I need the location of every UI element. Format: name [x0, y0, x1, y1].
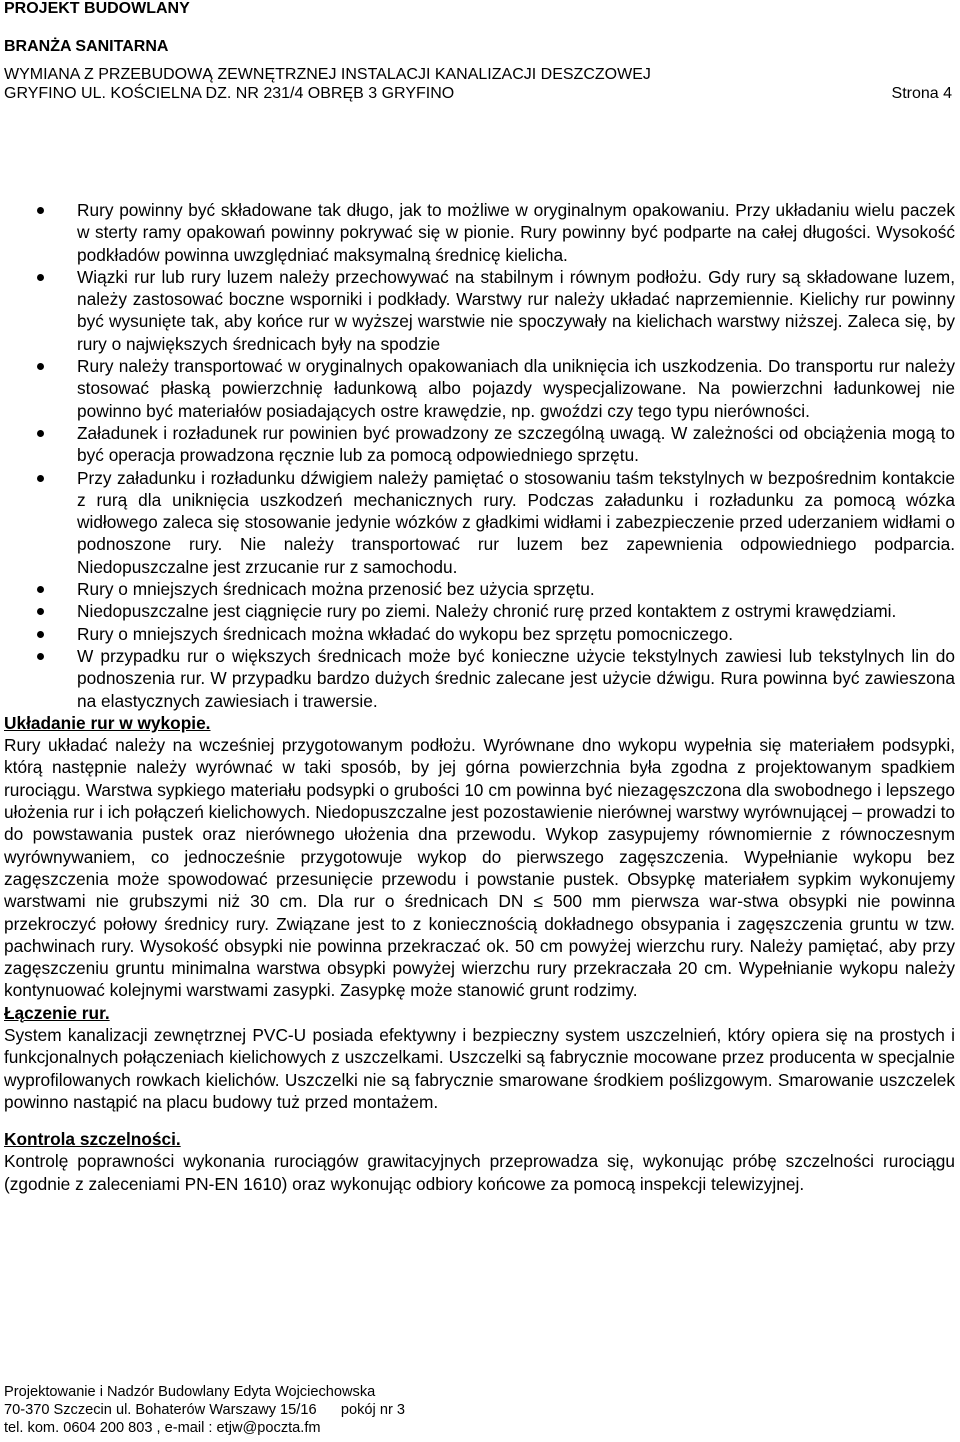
list-item: Przy załadunku i rozładunku dźwigiem należy pamiętać o stosowaniu taśm tekstylnych w bezpośrednim kontakcie z rurą dla uniknięcia uszkodzeń mechanicznych rury. Podczas załadunku i rozładunku za pomocą wózka widłowego zaleca się stosowanie jedynie wózków z gładkimi widłami i zabezpieczenie przed uderzaniem widłami o podnoszone rury. Nie należy transportować rur luzem bez zapewnienia odpowiedniego podparcia. Niedopuszczalne jest zrzucanie rur z samochodu. — [4, 467, 955, 578]
footer-company: Projektowanie i Nadzór Budowlany Edyta Wojciechowska — [4, 1384, 376, 1400]
section-text-joining: System kanalizacji zewnętrznej PVC-U posiada efektywny i bezpieczny system uszczelnień, który opiera się na prostych i funkcjonalnych połączeniach kielichowych z uszczelkami. Uszczelki są fabrycznie mocowane przez producenta w specjalnie wyprofilowanych rowkach kielichów. Uszczelki nie są fabrycznie smarowane środkiem poślizgowym. Smarowanie uszczelek powinno nastąpić na placu budowy tuż przed montażem. — [4, 1024, 955, 1112]
section-text-tightness: Kontrolę poprawności wykonania rurociągów grawitacyjnych przeprowadza się, wykonując próbę szczelności rurociągu (zgodnie z zaleceniami PN-EN 1610) oraz wykonując odbiory końcowe za pomocą inspekcji telewizyjnej. — [4, 1151, 955, 1194]
project-title: PROJEKT BUDOWLANY — [4, 0, 190, 17]
storage-transport-list — [4, 199, 955, 712]
section-title-joining: Łączenie rur. — [4, 1002, 110, 1023]
list-item: Rury należy transportować w oryginalnych opakowaniach dla uniknięcia ich uszkodzenia. Do transportu rur należy stosować płaską powierzchnię ładunkową albo pojazdy wyspecjalizowane. Na powierzchni ładunkowej nie powinno być materiałów posiadających ostre krawędzie, np. gwoździ czy tego typu nierówności. — [4, 355, 955, 422]
branch-title: BRANŻA SANITARNA — [4, 38, 169, 55]
page-number: Strona 4 — [891, 85, 952, 102]
section-title-tightness: Kontrola szczelności. — [4, 1129, 181, 1150]
page-footer — [4, 1383, 956, 1437]
section-text-laying: Rury układać należy na wcześniej przygotowanym podłożu. Wyrównane dno wykopu wypełnia się materiałem podsypki, którą następnie należy wyrównać w taki sposób, by jej górna powierzchnia była zgodna z projektowanym spadkiem rurociągu. Warstwa sypkiego materiału podsypki o grubości 10 cm powinna być niezagęszczona dla swobodnego i lepszego ułożenia rur i ich połączeń kielichowych. Niedopuszczalne jest pozostawienie nierównej warstwy wyrównującej – prowadzi to do powstawania pustek oraz nierównego ułożenia dna przewodu. Wykop zasypujemy równomiernie z równoczesnym wyrównywaniem, co jednocześnie przygotowuje wykop do pierwszego zagęszczenia. Wypełnianie wykopu bez zagęszczenia może spowodować przesunięcie przewodu i powstanie pustek. Obsypkę materiałem sypkim wykonujemy warstwami nie grubszymi niż 30 cm. Dla rur o średnicach DN ≤ 500 mm pierwsza war-stwa obsypki nie powinna przekroczyć połowy średnicy rury. Związane jest to z koniecznością dokładnego obsypania i zagęszczenia gruntu w tzw. pachwinach rury. Wysokość obsypki nie powinna przekraczać ok. 50 cm powyżej wierzchu rury. Należy pamiętać, aby przy zagęszczeniu gruntu minimalna warstwa obsypki powyżej wierzchu rury przekraczała 20 cm. Wypełnianie wykopu należy kontynuować kolejnymi warstwami zasypki. Zasypkę może stanowić grunt rodzimy. — [4, 735, 955, 1001]
list-item: Rury o mniejszych średnicach można wkładać do wykopu bez sprzętu pomocniczego. — [4, 623, 955, 645]
list-item: W przypadku rur o większych średnicach może być konieczne użycie tekstylnych zawiesi lub tekstylnych lin do podnoszenia rur. W przypadku bardzo dużych średnic zalecane jest użycie dźwigu. Rura powinna być zawieszona na elastycznych zawiesiach i trawersie. — [4, 645, 955, 712]
list-item: Rury o mniejszych średnicach można przenosić bez użycia sprzętu. — [4, 578, 955, 600]
location-line: GRYFINO UL. KOŚCIELNA DZ. NR 231/4 OBRĘB 3 GRYFINO — [4, 85, 455, 102]
page-header — [4, 0, 956, 103]
document-body — [4, 199, 955, 1195]
section-title-laying: Układanie rur w wykopie. — [4, 712, 211, 733]
list-item: Wiązki rur lub rury luzem należy przechowywać na stabilnym i równym podłożu. Gdy rury są składowane luzem, należy zastosować boczne wsporniki i podkłady. Warstwy rur należy układać naprzemiennie. Kielichy rur powinny być wysunięte tak, aby końce rur w wyższej warstwie nie spoczywały na kielichach warstwy niższej. Zaleca się, by rury o największych średnicach były na spodzie — [4, 266, 955, 355]
footer-address: 70-370 Szczecin ul. Bohaterów Warszawy 15/16 pokój nr 3 — [4, 1402, 405, 1418]
location-row — [4, 84, 956, 103]
list-item: Niedopuszczalne jest ciągnięcie rury po ziemi. Należy chronić rurę przed kontaktem z ostrymi krawędziami. — [4, 600, 955, 622]
list-item: Rury powinny być składowane tak długo, jak to możliwe w oryginalnym opakowaniu. Przy układaniu wielu paczek w sterty ramy opakowań powinny pokrywać się w pionie. Rury powinny być podparte na całej długości. Wysokość podkładów powinna uwzględniać maksymalną średnicę kielicha. — [4, 199, 955, 266]
subject-line: WYMIANA Z PRZEBUDOWĄ ZEWNĘTRZNEJ INSTALACJI KANALIZACJI DESZCZOWEJ — [4, 66, 651, 83]
footer-contact: tel. kom. 0604 200 803 , e-mail : etjw@poczta.fm — [4, 1420, 321, 1436]
spacer — [4, 1113, 955, 1128]
list-item: Załadunek i rozładunek rur powinien być prowadzony ze szczególną uwagą. W zależności od obciążenia mogą to być operacja prowadzona ręcznie lub za pomocą odpowiedniego sprzętu. — [4, 422, 955, 467]
